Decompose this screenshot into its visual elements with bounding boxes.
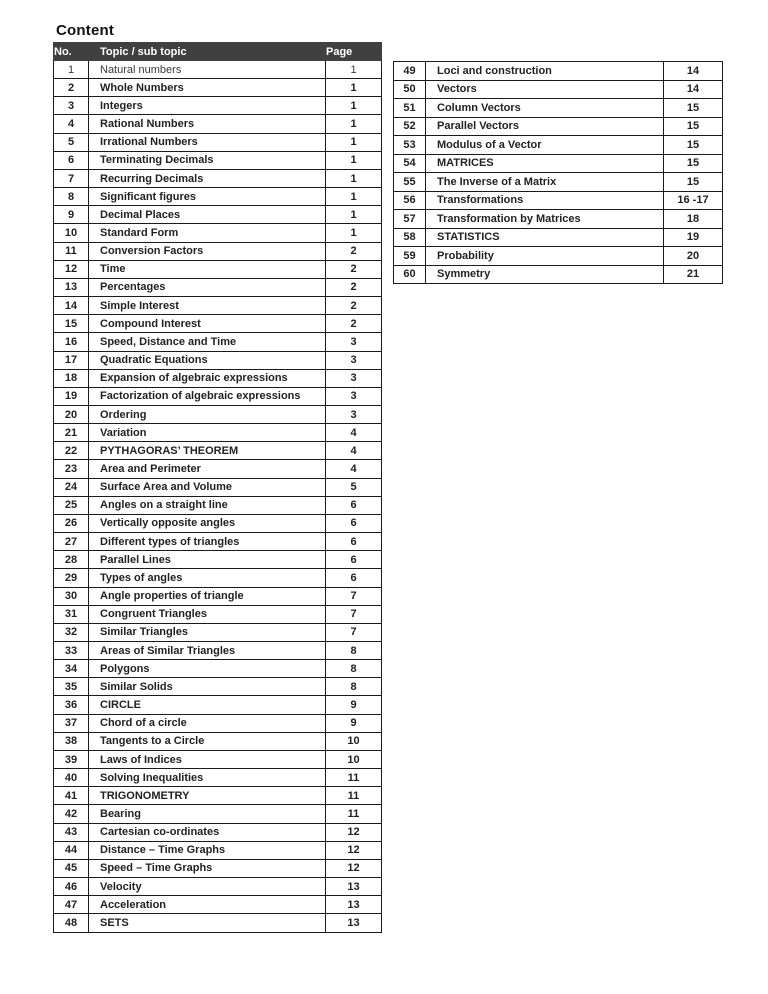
row-number: 8 — [54, 188, 89, 206]
row-page: 1 — [326, 224, 382, 242]
row-number: 16 — [54, 333, 89, 351]
table-row — [394, 99, 723, 118]
row-number: 29 — [54, 569, 89, 587]
row-topic: Transformation by Matrices — [426, 210, 664, 229]
row-page: 3 — [326, 387, 382, 405]
table-row — [394, 173, 723, 192]
row-topic: Integers — [89, 97, 326, 115]
row-page: 12 — [326, 859, 382, 877]
row-topic: Conversion Factors — [89, 242, 326, 260]
toc-left-body — [54, 61, 382, 933]
table-row — [54, 787, 382, 805]
row-number: 20 — [54, 405, 89, 423]
table-row — [54, 387, 382, 405]
row-number: 50 — [394, 80, 426, 99]
row-number: 41 — [54, 787, 89, 805]
row-number: 44 — [54, 841, 89, 859]
table-row — [54, 805, 382, 823]
table-row — [54, 424, 382, 442]
table-row — [394, 80, 723, 99]
row-page: 4 — [326, 460, 382, 478]
row-topic: Bearing — [89, 805, 326, 823]
table-row — [54, 442, 382, 460]
row-page: 1 — [326, 151, 382, 169]
row-number: 53 — [394, 136, 426, 155]
row-number: 47 — [54, 896, 89, 914]
row-page: 4 — [326, 442, 382, 460]
row-page: 11 — [326, 769, 382, 787]
table-row — [54, 642, 382, 660]
table-row — [54, 750, 382, 768]
row-topic: Chord of a circle — [89, 714, 326, 732]
row-number: 38 — [54, 732, 89, 750]
row-number: 35 — [54, 678, 89, 696]
row-page: 8 — [326, 660, 382, 678]
row-topic: Parallel Vectors — [426, 117, 664, 136]
table-row — [54, 732, 382, 750]
row-topic: Decimal Places — [89, 206, 326, 224]
row-page: 13 — [326, 914, 382, 932]
row-number: 59 — [394, 247, 426, 266]
row-topic: Whole Numbers — [89, 79, 326, 97]
row-page: 15 — [664, 154, 723, 173]
row-number: 25 — [54, 496, 89, 514]
row-number: 31 — [54, 605, 89, 623]
table-header-row — [54, 43, 382, 61]
row-number: 52 — [394, 117, 426, 136]
table-row — [54, 714, 382, 732]
row-page: 7 — [326, 587, 382, 605]
row-topic: Congruent Triangles — [89, 605, 326, 623]
table-row — [54, 896, 382, 914]
row-page: 3 — [326, 333, 382, 351]
row-number: 34 — [54, 660, 89, 678]
row-topic: Solving Inequalities — [89, 769, 326, 787]
toc-table-right — [393, 61, 723, 284]
table-row — [54, 551, 382, 569]
table-row — [54, 206, 382, 224]
table-row — [54, 587, 382, 605]
row-number: 23 — [54, 460, 89, 478]
table-row — [54, 242, 382, 260]
row-number: 14 — [54, 297, 89, 315]
row-number: 60 — [394, 265, 426, 284]
row-page: 2 — [326, 315, 382, 333]
row-number: 3 — [54, 97, 89, 115]
table-row — [54, 405, 382, 423]
row-topic: Surface Area and Volume — [89, 478, 326, 496]
row-topic: Vectors — [426, 80, 664, 99]
table-row — [54, 61, 382, 79]
row-topic: SETS — [89, 914, 326, 932]
row-number: 58 — [394, 228, 426, 247]
table-row — [54, 369, 382, 387]
row-page: 6 — [326, 496, 382, 514]
row-page: 1 — [326, 97, 382, 115]
row-page: 2 — [326, 297, 382, 315]
row-topic: CIRCLE — [89, 696, 326, 714]
row-number: 49 — [394, 62, 426, 81]
row-number: 10 — [54, 224, 89, 242]
table-row — [54, 460, 382, 478]
row-page: 13 — [326, 878, 382, 896]
page-title: Content — [56, 22, 115, 39]
table-row — [54, 605, 382, 623]
row-topic: Speed, Distance and Time — [89, 333, 326, 351]
row-page: 6 — [326, 514, 382, 532]
row-page: 16 -17 — [664, 191, 723, 210]
row-topic: Simple Interest — [89, 297, 326, 315]
row-topic: Different types of triangles — [89, 533, 326, 551]
row-page: 1 — [326, 169, 382, 187]
row-topic: Terminating Decimals — [89, 151, 326, 169]
row-number: 13 — [54, 278, 89, 296]
row-topic: Distance – Time Graphs — [89, 841, 326, 859]
row-page: 4 — [326, 424, 382, 442]
row-page: 18 — [664, 210, 723, 229]
row-page: 1 — [326, 133, 382, 151]
row-topic: Similar Solids — [89, 678, 326, 696]
row-page: 19 — [664, 228, 723, 247]
row-number: 2 — [54, 79, 89, 97]
table-row — [54, 478, 382, 496]
row-page: 1 — [326, 206, 382, 224]
row-topic: MATRICES — [426, 154, 664, 173]
column-header-no: No. — [54, 43, 89, 61]
row-number: 40 — [54, 769, 89, 787]
table-row — [394, 210, 723, 229]
row-number: 26 — [54, 514, 89, 532]
table-row — [54, 623, 382, 641]
row-number: 39 — [54, 750, 89, 768]
row-number: 36 — [54, 696, 89, 714]
row-topic: Recurring Decimals — [89, 169, 326, 187]
toc-right-body — [394, 62, 723, 284]
row-page: 2 — [326, 278, 382, 296]
table-row — [394, 191, 723, 210]
row-page: 15 — [664, 99, 723, 118]
row-topic: Time — [89, 260, 326, 278]
column-header-topic: Topic / sub topic — [89, 43, 326, 61]
row-page: 12 — [326, 841, 382, 859]
row-topic: Rational Numbers — [89, 115, 326, 133]
table-row — [54, 151, 382, 169]
table-row — [394, 62, 723, 81]
row-topic: Ordering — [89, 405, 326, 423]
row-page: 3 — [326, 369, 382, 387]
table-row — [54, 823, 382, 841]
row-number: 12 — [54, 260, 89, 278]
row-topic: Quadratic Equations — [89, 351, 326, 369]
row-topic: Angle properties of triangle — [89, 587, 326, 605]
row-number: 19 — [54, 387, 89, 405]
row-topic: Velocity — [89, 878, 326, 896]
row-topic: Cartesian co-ordinates — [89, 823, 326, 841]
row-topic: Transformations — [426, 191, 664, 210]
row-topic: Irrational Numbers — [89, 133, 326, 151]
row-page: 9 — [326, 696, 382, 714]
row-page: 3 — [326, 351, 382, 369]
row-number: 43 — [54, 823, 89, 841]
table-row — [54, 496, 382, 514]
row-topic: Speed – Time Graphs — [89, 859, 326, 877]
row-topic: Symmetry — [426, 265, 664, 284]
row-number: 48 — [54, 914, 89, 932]
table-row — [54, 533, 382, 551]
row-topic: Column Vectors — [426, 99, 664, 118]
row-topic: Factorization of algebraic expressions — [89, 387, 326, 405]
table-row — [54, 188, 382, 206]
table-row — [54, 97, 382, 115]
row-topic: Similar Triangles — [89, 623, 326, 641]
row-page: 1 — [326, 115, 382, 133]
table-row — [394, 247, 723, 266]
row-page: 6 — [326, 533, 382, 551]
row-page: 11 — [326, 787, 382, 805]
row-page: 15 — [664, 136, 723, 155]
row-page: 10 — [326, 750, 382, 768]
table-row — [54, 333, 382, 351]
row-page: 8 — [326, 678, 382, 696]
row-page: 12 — [326, 823, 382, 841]
row-page: 9 — [326, 714, 382, 732]
row-topic: Polygons — [89, 660, 326, 678]
row-number: 5 — [54, 133, 89, 151]
table-row — [394, 154, 723, 173]
table-row — [394, 117, 723, 136]
row-number: 42 — [54, 805, 89, 823]
table-row — [54, 859, 382, 877]
row-topic: Variation — [89, 424, 326, 442]
row-topic: Expansion of algebraic expressions — [89, 369, 326, 387]
row-topic: Significant figures — [89, 188, 326, 206]
row-number: 17 — [54, 351, 89, 369]
row-number: 57 — [394, 210, 426, 229]
table-row — [54, 514, 382, 532]
row-number: 55 — [394, 173, 426, 192]
row-page: 1 — [326, 61, 382, 79]
row-topic: Angles on a straight line — [89, 496, 326, 514]
table-row — [54, 315, 382, 333]
row-number: 11 — [54, 242, 89, 260]
row-topic: Acceleration — [89, 896, 326, 914]
row-number: 1 — [54, 61, 89, 79]
row-page: 10 — [326, 732, 382, 750]
row-topic: Loci and construction — [426, 62, 664, 81]
toc-table-left — [53, 42, 382, 933]
row-number: 6 — [54, 151, 89, 169]
table-row — [394, 228, 723, 247]
table-row — [54, 769, 382, 787]
table-row — [54, 115, 382, 133]
row-page: 21 — [664, 265, 723, 284]
row-page: 1 — [326, 188, 382, 206]
row-topic: Area and Perimeter — [89, 460, 326, 478]
row-page: 14 — [664, 62, 723, 81]
row-number: 24 — [54, 478, 89, 496]
row-topic: Modulus of a Vector — [426, 136, 664, 155]
row-topic: PYTHAGORAS’ THEOREM — [89, 442, 326, 460]
table-row — [54, 678, 382, 696]
table-row — [394, 265, 723, 284]
row-page: 14 — [664, 80, 723, 99]
row-page: 15 — [664, 117, 723, 136]
row-page: 2 — [326, 242, 382, 260]
row-number: 21 — [54, 424, 89, 442]
row-number: 56 — [394, 191, 426, 210]
row-number: 37 — [54, 714, 89, 732]
table-row — [54, 133, 382, 151]
row-page: 5 — [326, 478, 382, 496]
row-number: 18 — [54, 369, 89, 387]
row-page: 15 — [664, 173, 723, 192]
row-number: 9 — [54, 206, 89, 224]
row-topic: Standard Form — [89, 224, 326, 242]
row-topic: Laws of Indices — [89, 750, 326, 768]
row-page: 7 — [326, 623, 382, 641]
row-page: 11 — [326, 805, 382, 823]
row-topic: Parallel Lines — [89, 551, 326, 569]
table-row — [54, 278, 382, 296]
table-row — [54, 224, 382, 242]
table-row — [54, 660, 382, 678]
table-row — [54, 569, 382, 587]
table-row — [54, 878, 382, 896]
table-row — [54, 351, 382, 369]
row-page: 6 — [326, 569, 382, 587]
row-topic: Compound Interest — [89, 315, 326, 333]
row-number: 45 — [54, 859, 89, 877]
row-number: 27 — [54, 533, 89, 551]
row-topic: Natural numbers — [89, 61, 326, 79]
row-page: 13 — [326, 896, 382, 914]
table-row — [54, 79, 382, 97]
row-page: 6 — [326, 551, 382, 569]
row-page: 3 — [326, 405, 382, 423]
row-number: 32 — [54, 623, 89, 641]
row-number: 51 — [394, 99, 426, 118]
row-page: 1 — [326, 79, 382, 97]
row-number: 7 — [54, 169, 89, 187]
row-topic: Tangents to a Circle — [89, 732, 326, 750]
table-row — [54, 169, 382, 187]
row-page: 7 — [326, 605, 382, 623]
row-topic: Probability — [426, 247, 664, 266]
row-number: 15 — [54, 315, 89, 333]
row-topic: Vertically opposite angles — [89, 514, 326, 532]
row-topic: The Inverse of a Matrix — [426, 173, 664, 192]
row-number: 30 — [54, 587, 89, 605]
row-page: 8 — [326, 642, 382, 660]
table-row — [54, 297, 382, 315]
row-topic: Percentages — [89, 278, 326, 296]
table-row — [54, 914, 382, 932]
row-number: 22 — [54, 442, 89, 460]
row-topic: STATISTICS — [426, 228, 664, 247]
row-number: 33 — [54, 642, 89, 660]
table-row — [54, 260, 382, 278]
column-header-page: Page — [326, 43, 382, 61]
table-row — [394, 136, 723, 155]
row-topic: Areas of Similar Triangles — [89, 642, 326, 660]
row-number: 54 — [394, 154, 426, 173]
row-number: 46 — [54, 878, 89, 896]
row-topic: TRIGONOMETRY — [89, 787, 326, 805]
row-page: 20 — [664, 247, 723, 266]
table-row — [54, 696, 382, 714]
row-number: 28 — [54, 551, 89, 569]
row-page: 2 — [326, 260, 382, 278]
row-topic: Types of angles — [89, 569, 326, 587]
row-number: 4 — [54, 115, 89, 133]
table-row — [54, 841, 382, 859]
